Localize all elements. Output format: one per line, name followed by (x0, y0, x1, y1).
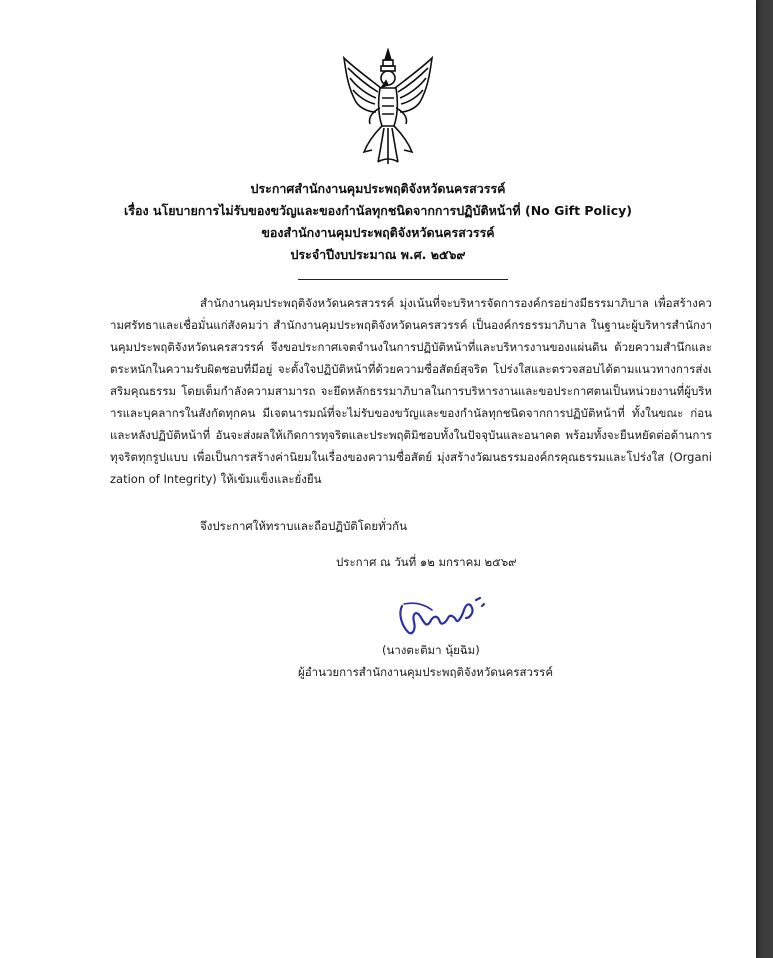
header-line-3: ของสำนักงานคุมประพฤติจังหวัดนครสวรรค์ (261, 225, 495, 240)
signer-title: ผู้อำนวยการสำนักงานคุมประพฤติจังหวัดนครสวรรค์ (298, 665, 554, 679)
header-line-2: เรื่อง นโยบายการไม่รับของขวัญและของกำนัลทุกชนิดจากการปฏิบัติหน้าที่ (No Gift Policy) (124, 203, 632, 218)
signer-name: (นางตะติมา นุ้ยฉิม) (382, 643, 480, 657)
header-divider (298, 279, 508, 280)
announcement-date: ประกาศ ณ วันที่ ๑๒ มกราคม ๒๕๖๙ (336, 555, 517, 569)
closing-statement: จึงประกาศให้ทราบและถือปฏิบัติโดยทั่วกัน (200, 519, 407, 533)
garuda-emblem-icon (338, 48, 438, 166)
body-paragraph: สำนักงานคุมประพฤติจังหวัดนครสวรรค์ มุ่งเน้นที่จะบริหารจัดการองค์กรอย่างมีธรรมาภิบาล เพื่อสร้างความศรัทธาและเชื่อมั่นแก่สังคมว่า สำนักงานคุมประพฤติจังหวัดนครสวรรค์ เป็นองค์กรธรรมาภิบาล ในฐานะผู้บริหารสำนักงานคุมประพฤติจังหวัดนครสวรรค์ จึงขอประกาศเจตจำนงในการปฏิบัติหน้าที่และบริหารงานของแผ่นดิน ด้วยความสำนึกและตระหนักในความรับผิดชอบที่มีอยู่ จะตั้งใจปฏิบัติหน้าที่ด้วยความซื่อสัตย์สุจริต โปร่งใสและตรวจสอบได้ตามแนวทางการส่งเสริมคุณธรรม โดยเต็มกำลังความสามารถ จะยึดหลักธรรมาภิบาลในการบริหารงานและขอประกาศตนเป็นหน่วยงานที่ผู้บริหารและบุคลากรในสังกัดทุกคน มีเจตนารมณ์ที่จะไม่รับของขวัญและของกำนัลทุกชนิดจากการปฏิบัติหน้าที่ ทั้งในขณะ ก่อน และหลังปฏิบัติหน้าที่ อันจะส่งผลให้เกิดการทุจริตและประพฤติมิชอบทั้งในปัจจุบันและอนาคต พร้อมทั้งจะยืนหยัดต่อต้านการทุจริตทุกรูปแบบ เพื่อเป็นการสร้างค่านิยมในเรื่องของความซื่อสัตย์ มุ่งสร้างวัฒนธรรมองค์กรคุณธรรมและโปร่งใส (Organization of Integrity) ให้เข้มแข็งและยั่งยืน (110, 296, 712, 486)
header-line-1: ประกาศสำนักงานคุมประพฤติจังหวัดนครสวรรค์ (250, 181, 506, 196)
announcement-header (60, 178, 696, 266)
header-line-4: ประจำปีงบประมาณ พ.ศ. ๒๕๖๙ (290, 247, 466, 262)
signature-icon (394, 592, 490, 638)
